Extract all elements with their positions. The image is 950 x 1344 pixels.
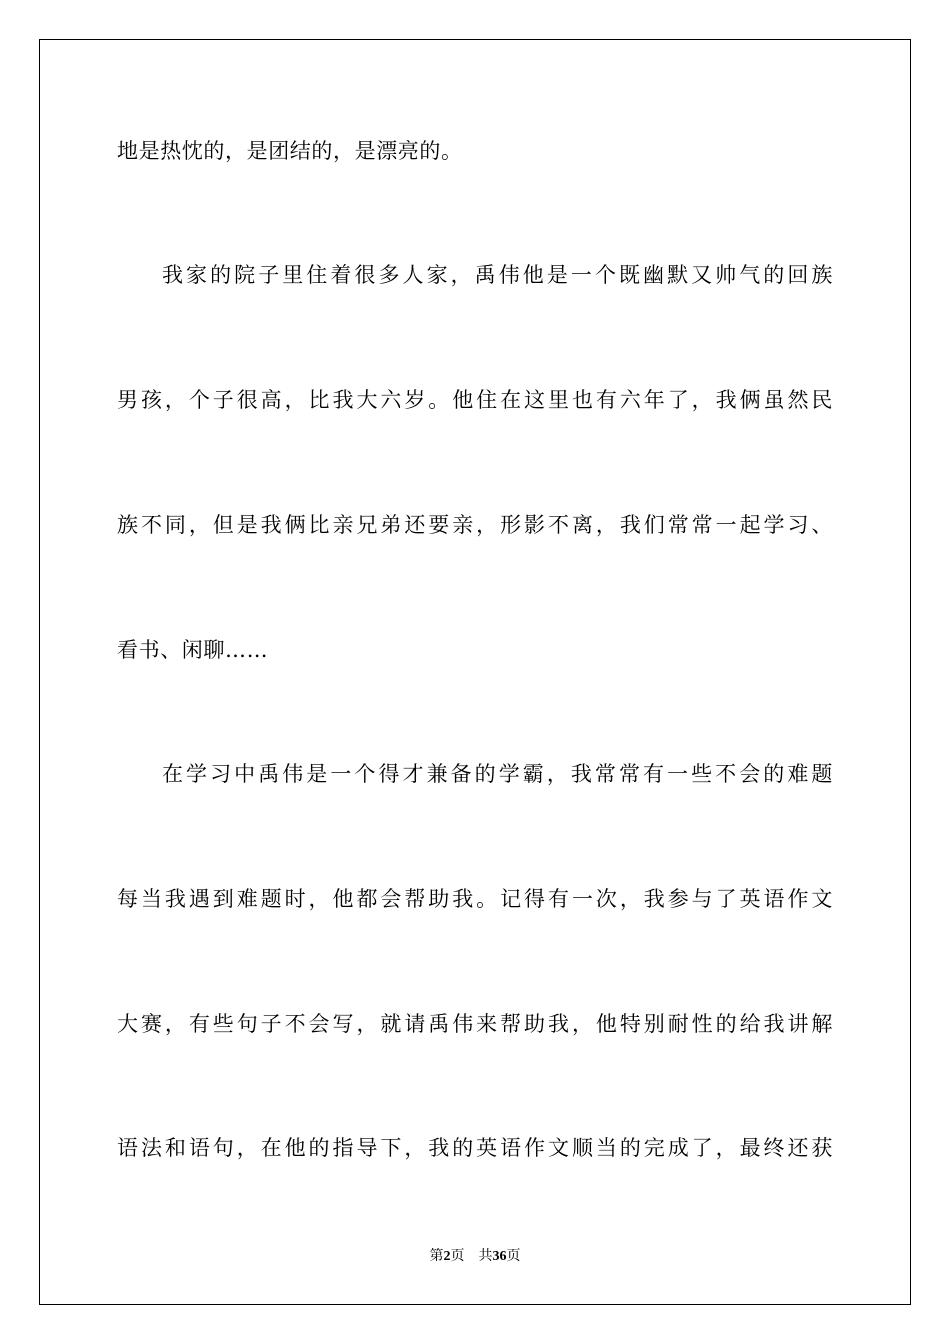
- footer-page-number: 2: [443, 1249, 451, 1264]
- footer-total-suffix: 页: [506, 1248, 521, 1264]
- footer-total-prefix: 共: [478, 1248, 493, 1264]
- footer-page-suffix: 页: [450, 1248, 465, 1264]
- text-line-6: 在学习中禹伟是一个得才兼备的学霸，我常常有一些不会的难题: [162, 762, 833, 786]
- text-line-7: 每当我遇到难题时，他都会帮助我。记得有一次，我参与了英语作文: [117, 887, 833, 911]
- text-line-5: 看书、闲聊……: [117, 638, 269, 662]
- footer-page-prefix: 第: [429, 1248, 444, 1264]
- text-line-1: 地是热忱的，是团结的，是漂亮的。: [117, 139, 463, 163]
- text-line-3: 男孩，个子很高，比我大六岁。他住在这里也有六年了，我俩虽然民: [117, 388, 833, 412]
- footer-total-pages: 36: [492, 1249, 507, 1264]
- text-line-9: 语法和语句，在他的指导下，我的英语作文顺当的完成了，最终还获: [117, 1136, 833, 1160]
- page-border: [39, 39, 911, 1305]
- text-line-2: 我家的院子里住着很多人家，禹伟他是一个既幽默又帅气的回族: [162, 263, 833, 287]
- text-line-8: 大赛，有些句子不会写，就请禹伟来帮助我，他特别耐性的给我讲解: [117, 1012, 833, 1036]
- page-footer: [0, 1246, 950, 1267]
- text-line-4: 族不同，但是我俩比亲兄弟还要亲，形影不离，我们常常一起学习、: [117, 513, 833, 537]
